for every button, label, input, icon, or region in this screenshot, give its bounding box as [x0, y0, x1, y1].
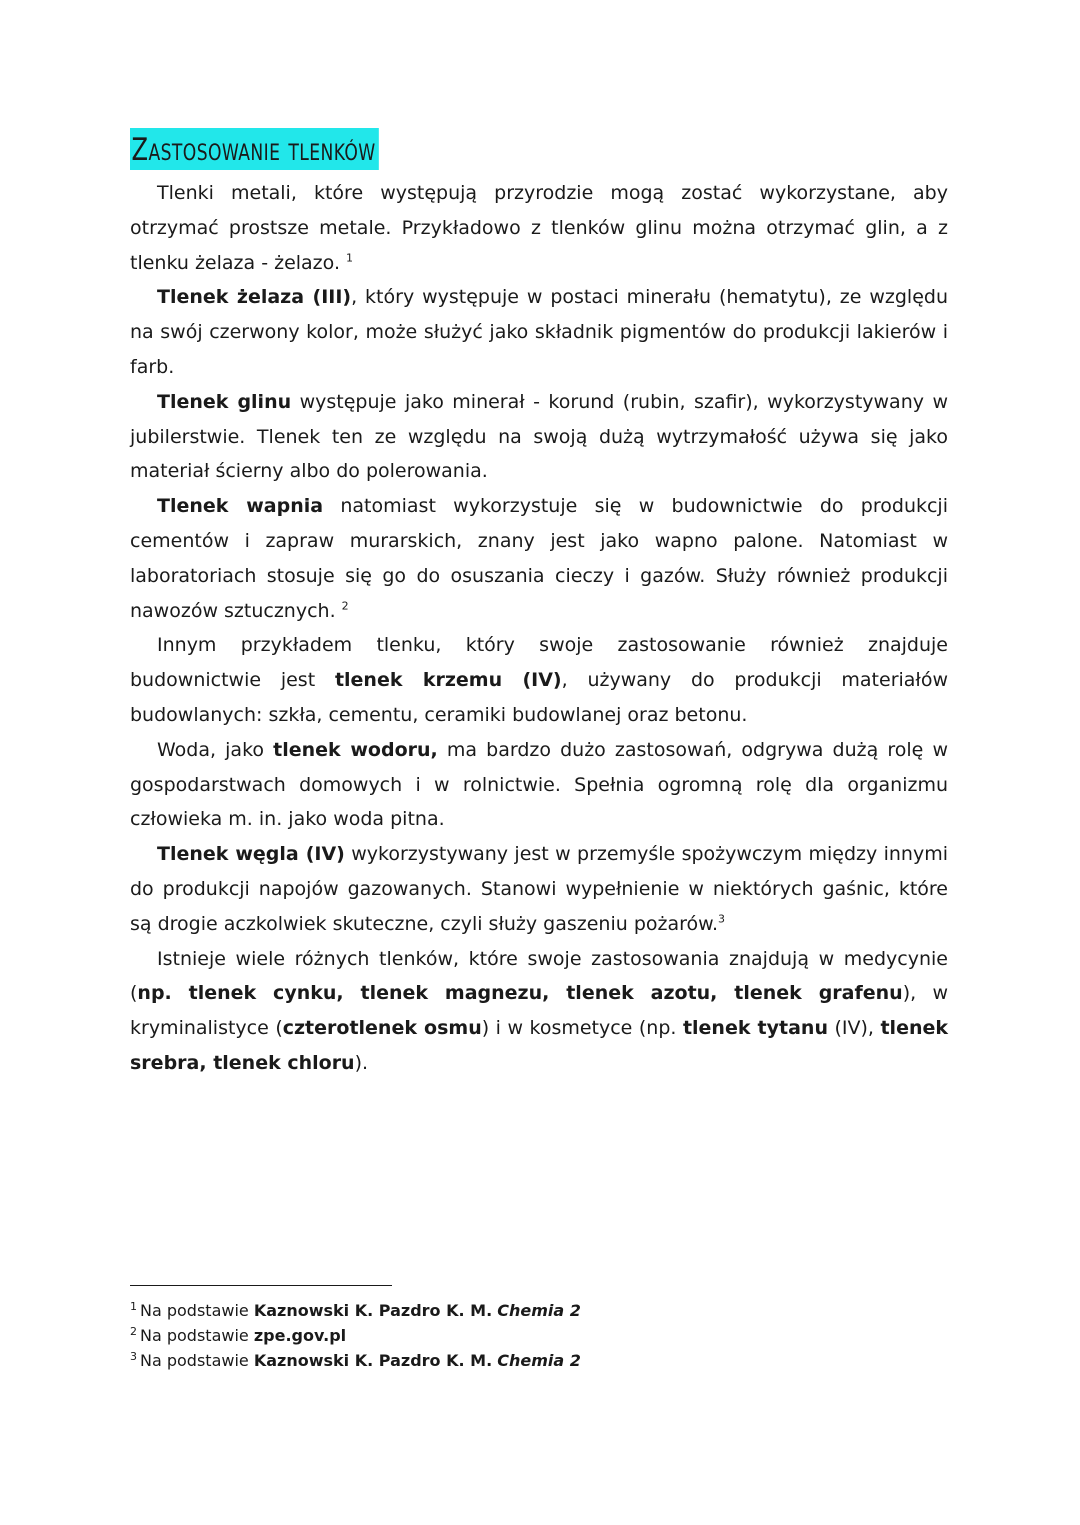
- text-run: wykorzystywany jest w przemyśle spożywczym między innymi do produkcji napojów gazowanych. Stanowi wypełnienie w niektórych gaśnic, które są drogie aczkolwiek skuteczne, czyli służy gaszeniu pożarów.: [130, 843, 948, 935]
- bold-term: Tlenek węgla (IV): [157, 843, 345, 866]
- bold-term: Tlenek glinu: [157, 390, 292, 413]
- paragraph: [130, 385, 948, 489]
- text-run: występuje jako minerał - korund (rubin, szafir), wykorzystywany w jubilerstwie. Tlenek ten ze względu na swoją dużą wytrzymałość używa się jako materiał ścierny albo do polerowania.: [130, 390, 948, 483]
- paragraph: [130, 176, 948, 280]
- footnote: [130, 1323, 581, 1348]
- text-run: , używany do produkcji materiałów budowlanych: szkła, cementu, ceramiki budowlanej oraz betonu.: [130, 669, 948, 726]
- footnote-work: Chemia 2: [497, 1301, 581, 1320]
- text-run: ) i w kosmetyce (np.: [481, 1017, 683, 1040]
- footnote-ref: 1: [346, 251, 354, 265]
- bold-term: czterotlenek osmu: [282, 1017, 482, 1040]
- text-run: ), w kryminalistyce (: [130, 982, 949, 1040]
- footnote-prefix: Na podstawie: [140, 1301, 254, 1320]
- footnote-prefix: Na podstawie: [140, 1326, 254, 1345]
- footnote-prefix: Na podstawie: [140, 1351, 254, 1370]
- bold-term: tlenek tytanu: [682, 1017, 828, 1040]
- text-run: natomiast wykorzystuje się w budownictwie do produkcji cementów i zapraw murarskich, znany jest jako wapno palone. Natomiast w laboratoriach stosuje się go do osuszania cieczy i gazów. Służy również produkcji nawozów sztucznych.: [130, 495, 948, 622]
- text-run: (IV),: [827, 1017, 881, 1040]
- footnote-number: 3: [130, 1349, 137, 1363]
- paragraph: [130, 280, 948, 384]
- footnote-ref: 2: [341, 599, 349, 613]
- bold-term: Tlenek wapnia: [157, 495, 324, 518]
- text-run: Woda, jako: [157, 738, 274, 761]
- footnote-work: Chemia 2: [497, 1351, 581, 1370]
- paragraph: [130, 942, 948, 1081]
- bold-term: tlenek srebra, tlenek chloru: [130, 1017, 948, 1074]
- text-run: Tlenki metali, które występują przyrodzie mogą zostać wykorzystane, aby otrzymać prostsze metale. Przykładowo z tlenków glinu można otrzymać glin, a z tlenku żelaza - żelazo.: [130, 182, 948, 274]
- text-run: , który występuje w postaci minerału (hematytu), ze względu na swój czerwony kolor, może służyć jako składnik pigmentów do produkcji lakierów i farb.: [130, 286, 948, 378]
- footnote-source: Kaznowski K. Pazdro K. M.: [253, 1351, 493, 1370]
- footnote-source: Kaznowski K. Pazdro K. M.: [253, 1301, 493, 1320]
- paragraph: [130, 489, 948, 628]
- text-run: ma bardzo dużo zastosowań, odgrywa dużą rolę w gospodarstwach domowych i w rolnictwie. Spełnia ogromną rolę dla organizmu człowieka m. in. jako woda pitna.: [130, 738, 948, 831]
- paragraphs: [130, 176, 948, 1081]
- footnote-number: 1: [130, 1299, 137, 1313]
- document-body: [130, 128, 948, 1081]
- footnote-number: 2: [130, 1324, 137, 1338]
- paragraph: [130, 837, 948, 941]
- footnote: [130, 1298, 581, 1323]
- text-run: ).: [354, 1051, 369, 1074]
- bold-term: tlenek wodoru,: [273, 738, 438, 761]
- bold-term: Tlenek żelaza (III): [157, 286, 352, 309]
- text-run: Innym przykładem tlenku, który swoje zastosowanie również znajduje budownictwie jest: [130, 634, 948, 692]
- text-run: Istnieje wiele różnych tlenków, które swoje zastosowania znajdują w medycynie (: [130, 947, 948, 1005]
- footnotes: [130, 1298, 581, 1373]
- footnote-divider: [130, 1285, 392, 1286]
- bold-term: np. tlenek cynku, tlenek magnezu, tlenek azotu, tlenek grafenu: [137, 982, 903, 1005]
- footnote-source: zpe.gov.pl: [253, 1326, 347, 1345]
- paragraph: [130, 628, 948, 732]
- footnote: [130, 1348, 581, 1373]
- paragraph: [130, 733, 948, 837]
- page-title: Zastosowanie tlenków: [130, 128, 379, 170]
- footnote-ref: 3: [717, 912, 725, 926]
- bold-term: tlenek krzemu (IV): [334, 669, 562, 692]
